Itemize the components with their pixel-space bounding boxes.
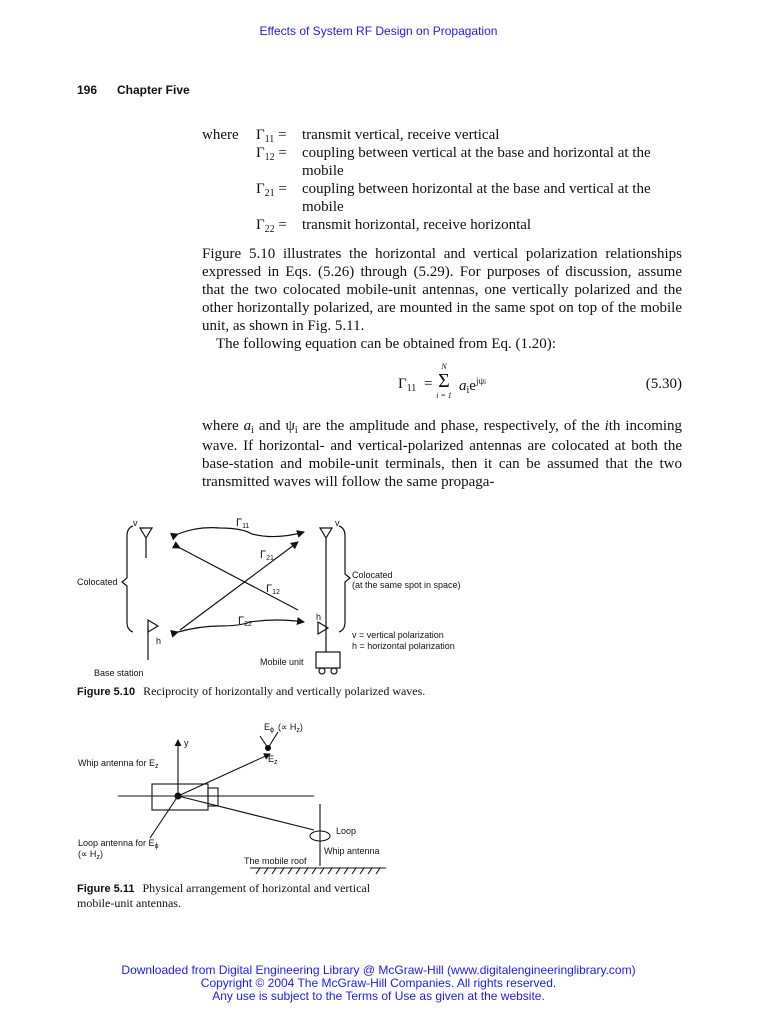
gamma-21-definition: coupling between horizontal at the base and vertical at the mobile xyxy=(302,181,651,215)
label-colocated-left: Colocated xyxy=(77,577,118,587)
mobile-unit-box xyxy=(316,652,340,668)
label-colocated-right-2: (at the same spot in space) xyxy=(352,580,461,590)
label-y: y xyxy=(184,738,189,748)
gamma-22-symbol: $\Gamma_{22}$ = xyxy=(256,217,287,235)
legend-h: h = horizontal polarization xyxy=(352,641,455,651)
legend-v: v = vertical polarization xyxy=(352,630,444,640)
paragraph-1-text: Figure 5.10 illustrates the horizontal and vertical polarization relationships expressed in Eqs. (5.26) through (5.29). For purposes of discussion, assume that the two colocated mobile-unit antennas, one vertically polarized and the other horizontally polarized, are mounted in the same spot on top of the mobile unit, as shown in Fig. 5.11. xyxy=(202,246,682,334)
whip-feed-point xyxy=(175,793,181,799)
paragraph-1 xyxy=(202,245,682,353)
gamma-11-definition: transmit vertical, receive vertical xyxy=(302,127,500,143)
figure-5-11-diagram xyxy=(74,718,394,878)
figure-5-10-diagram xyxy=(70,512,570,684)
base-vertical-antenna-icon xyxy=(140,528,152,538)
label-h-right: h xyxy=(316,612,322,622)
footer-terms-link[interactable]: Any use is subject to the Terms of Use as given at the website. xyxy=(212,989,545,1003)
mobile-vertical-antenna-icon xyxy=(320,528,332,538)
label-e-phi: $E_\phi$ (∝ $H_z$) xyxy=(264,722,303,734)
loop-proportional-label: (∝ $H_z$) xyxy=(78,849,103,861)
equation-term: $a_ie^{j\psi i}$ xyxy=(459,376,487,396)
whip-antenna-for-ez-label: Whip antenna for $E_z$ xyxy=(78,758,159,770)
mobile-roof-hatch xyxy=(256,868,380,874)
where-block xyxy=(202,126,682,234)
gamma-22-definition: transmit horizontal, receive horizontal xyxy=(302,217,532,233)
base-station-label: Base station xyxy=(94,668,144,678)
gamma-22-label: Γ22 xyxy=(238,615,252,628)
loop-antenna-for-ephi-label: Loop antenna for $E_\phi$ xyxy=(78,838,159,850)
paragraph-3-text: where $a_i$ and $\psi_i$ are the amplitude and phase, respectively, of the ith incoming wave. If horizontal- and vertical-polarized antennas are colocated at both the base-station and mobile-unit terminals, then it can be assumed that the two transmitted waves will follow the same propaga- xyxy=(202,418,683,490)
where-label: where xyxy=(202,127,239,143)
figure-5-10-caption: Figure 5.10 Reciprocity of horizontally and vertically polarized waves. xyxy=(77,684,426,698)
gamma-21-symbol: $\Gamma_{21}$ = xyxy=(256,181,287,199)
gamma-12-definition: coupling between vertical at the base and horizontal at the mobile xyxy=(302,145,651,179)
label-v-right: v xyxy=(335,518,340,528)
label-colocated-right-1: Colocated xyxy=(352,570,393,580)
running-head[interactable]: Effects of System RF Design on Propagation xyxy=(259,24,498,38)
left-colocated-bracket xyxy=(122,526,133,632)
equation-lhs: $\Gamma_{11}$ = xyxy=(398,376,433,394)
footer-copyright: Copyright © 2004 The McGraw-Hill Companies. All rights reserved. xyxy=(200,976,557,990)
gamma-11-label: Γ11 xyxy=(236,517,250,530)
paragraph-2-text: The following equation can be obtained from Eq. (1.20): xyxy=(216,336,556,352)
download-footer xyxy=(0,964,757,1003)
whip-antenna-label: Whip antenna xyxy=(324,846,380,856)
loop-label: Loop xyxy=(336,826,357,836)
footer-download-link[interactable]: Downloaded from Digital Engineering Library @ McGraw-Hill (www.digitalengineeringlibrary.com) xyxy=(121,963,636,977)
gamma-12-wave-arrow xyxy=(180,548,298,610)
paragraph-3 xyxy=(202,417,682,491)
figure-5-11-caption: Figure 5.11 Physical arrangement of horizontal and vertical mobile-unit antennas. xyxy=(77,881,371,910)
gamma-12-label: Γ12 xyxy=(266,583,280,596)
gamma-21-label: Γ21 xyxy=(260,549,274,562)
equation-summation: N Σ i = 1 xyxy=(436,362,452,400)
page-number: 196 xyxy=(77,83,98,97)
label-h-left: h xyxy=(156,636,162,646)
equation-number: (5.30) xyxy=(645,376,682,392)
right-colocated-bracket xyxy=(339,526,350,632)
mobile-unit-label: Mobile unit xyxy=(260,657,304,667)
wave-direction-arrow xyxy=(178,754,270,796)
label-e-z: $E_z$ xyxy=(268,754,278,766)
gamma-12-symbol: $\Gamma_{12}$ = xyxy=(256,145,287,163)
equation-5-30 xyxy=(202,362,682,406)
mobile-roof-label: The mobile roof xyxy=(244,856,307,866)
gamma-11-symbol: $\Gamma_{11}$ = xyxy=(256,127,287,145)
chapter-title: Chapter Five xyxy=(117,83,190,97)
label-v-left: v xyxy=(133,518,138,528)
base-horizontal-antenna-icon xyxy=(148,620,158,632)
